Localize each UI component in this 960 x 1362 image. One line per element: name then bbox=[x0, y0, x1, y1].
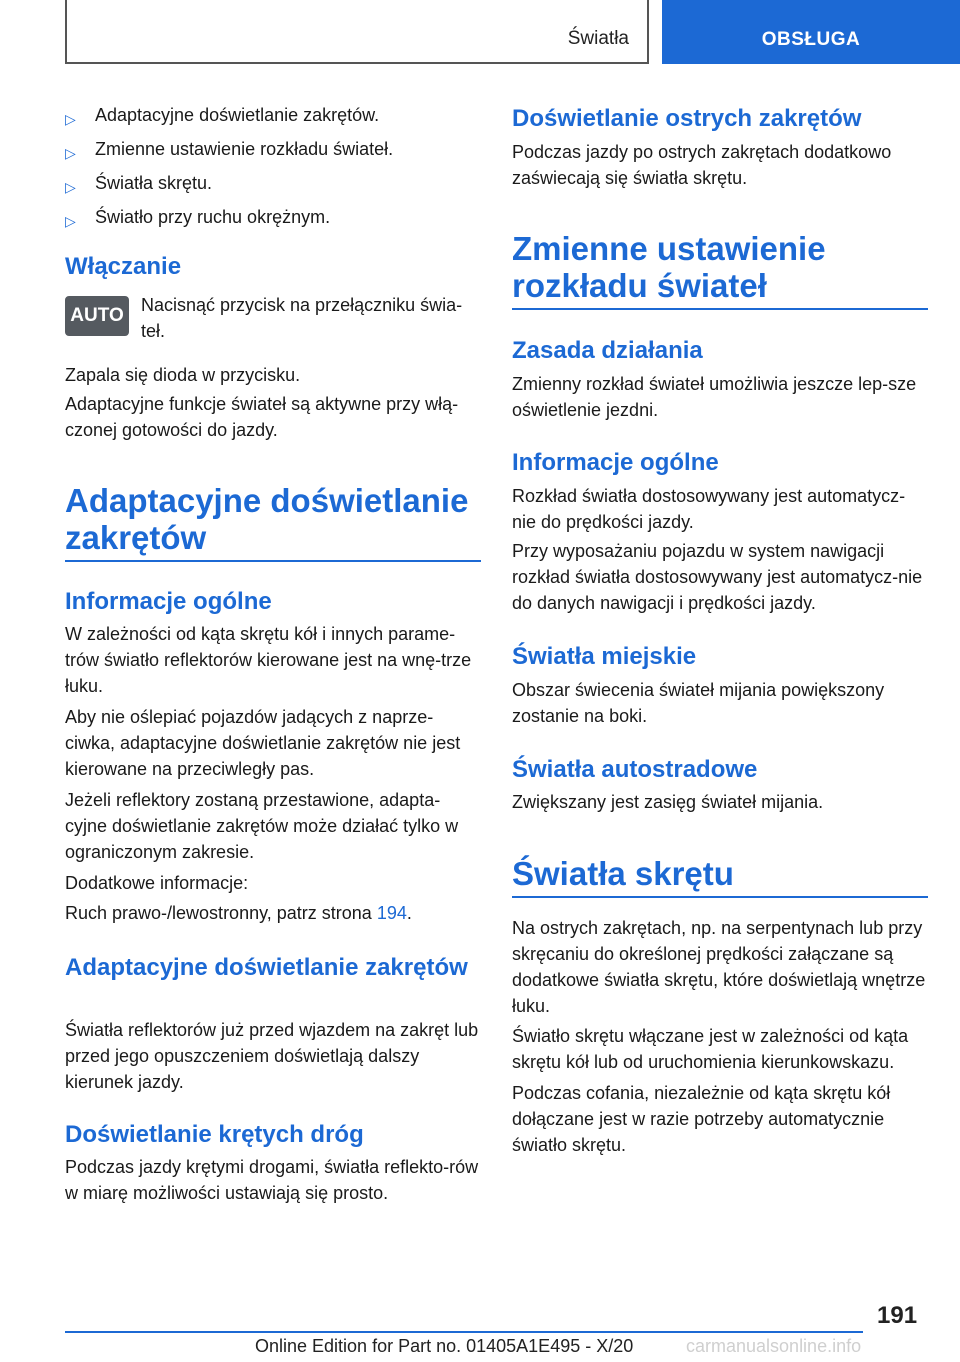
auto-button-icon: AUTO bbox=[65, 296, 129, 336]
motorway-lights-heading: Światła autostradowe bbox=[512, 756, 758, 783]
paragraph: Rozkład światła dostosowywany jest automatycz-nie do prędkości jazdy. bbox=[512, 486, 906, 532]
paragraph: Zmienny rozkład świateł umożliwia jeszcze lep-sze oświetlenie jezdni. bbox=[512, 374, 917, 420]
paragraph: Światła reflektorów już przed wjazdem na zakręt lub przed jego opuszczeniem doświetlają dalszy kierunek jazdy. bbox=[65, 1020, 479, 1092]
wlaczanie-heading: Włączanie bbox=[65, 253, 182, 280]
paragraph: Podczas jazdy po ostrych zakrętach dodatkowo zaświecają się światła skrętu. bbox=[512, 142, 892, 188]
paragraph: Jeżeli reflektory zostaną przestawione, adapta-cyjne doświetlanie zakrętów może działać tylko w ograniczonym zakresie. bbox=[65, 790, 459, 862]
paragraph: Podczas jazdy krętymi drogami, światła reflekto-rów w miarę możliwości ustawiają się prosto. bbox=[65, 1157, 479, 1203]
header-chapter-tab[interactable]: OBSŁUGA bbox=[662, 0, 960, 64]
triangle-bullet-icon: ▷ bbox=[65, 145, 76, 161]
triangle-bullet-icon: ▷ bbox=[65, 213, 76, 229]
paragraph: Aby nie oślepiać pojazdów jadących z naprze-ciwka, adaptacyjne doświetlanie zakrętów nie jest kierowane na przeciwległy pas. bbox=[65, 707, 461, 779]
paragraph: Zapala się dioda w przycisku. bbox=[65, 365, 301, 385]
header-section-title: Światła bbox=[567, 28, 629, 49]
paragraph: Ruch prawo-/lewostronny, patrz strona 194. bbox=[65, 903, 412, 923]
list-item: ▷ Światła skrętu. bbox=[65, 172, 393, 194]
header-box bbox=[65, 0, 649, 64]
paragraph: Na ostrych zakrętach, np. na serpentynach lub przy skręcaniu do określonej prędkości załączane są dodatkowe światła skrętu, które doświetlają wnętrze łuku. bbox=[512, 918, 926, 1016]
city-lights-heading: Światła miejskie bbox=[512, 643, 697, 670]
info-heading: Informacje ogólne bbox=[65, 588, 272, 615]
list-item: ▷ Adaptacyjne doświetlanie zakrętów. bbox=[65, 104, 393, 126]
paragraph: W zależności od kąta skrętu kół i innych parame-trów światło reflektorów kierowane jest na wnę-trze łuku. bbox=[65, 624, 472, 696]
triangle-bullet-icon: ▷ bbox=[65, 179, 76, 195]
adaptive-section-heading: Adaptacyjne doświetlanie zakrętów bbox=[65, 482, 481, 562]
list-item: ▷ Światło przy ruchu okrężnym. bbox=[65, 206, 393, 228]
page-link[interactable]: 194 bbox=[376, 903, 407, 923]
list-item: ▷ Zmienne ustawienie rozkładu świateł. bbox=[65, 138, 393, 160]
principle-heading: Zasada działania bbox=[512, 337, 703, 364]
feature-list bbox=[65, 104, 393, 240]
paragraph: Obszar świecenia świateł mijania powiększony zostanie na boki. bbox=[512, 680, 885, 726]
adaptive-subheading: Adaptacyjne doświetlanie zakrętów bbox=[65, 954, 468, 981]
watermark: carmanualsonline.info bbox=[686, 1336, 862, 1356]
paragraph: Dodatkowe informacje: bbox=[65, 873, 249, 893]
auto-instruction: Nacisnąć przycisk na przełączniku świa-teł. bbox=[141, 295, 463, 341]
page-number: 191 bbox=[877, 1302, 918, 1329]
variable-light-section-heading: Zmienne ustawienie rozkładu świateł bbox=[512, 230, 928, 310]
paragraph: Adaptacyjne funkcje świateł są aktywne przy włą-czonej gotowości do jazdy. bbox=[65, 394, 459, 440]
info-heading: Informacje ogólne bbox=[512, 449, 719, 476]
sharp-curves-heading: Doświetlanie ostrych zakrętów bbox=[512, 105, 862, 132]
paragraph: Zwiększany jest zasięg świateł mijania. bbox=[512, 792, 824, 812]
footer-edition: Online Edition for Part no. 01405A1E495 - X/20 bbox=[255, 1336, 634, 1356]
footer-divider bbox=[65, 1331, 863, 1333]
winding-roads-heading: Doświetlanie krętych dróg bbox=[65, 1121, 364, 1148]
turning-lights-section-heading: Światła skrętu bbox=[512, 855, 928, 898]
paragraph: Światło skrętu włączane jest w zależności od kąta skrętu kół lub od uruchomienia kierunkowskazu. bbox=[512, 1026, 909, 1072]
paragraph: Podczas cofania, niezależnie od kąta skrętu kół dołączane jest w razie potrzeby automatycznie światło skrętu. bbox=[512, 1083, 891, 1155]
triangle-bullet-icon: ▷ bbox=[65, 111, 76, 127]
paragraph: Przy wyposażaniu pojazdu w system nawigacji rozkład światła dostosowywany jest automatycz-nie do danych nawigacji i prędkości jazdy. bbox=[512, 541, 923, 613]
